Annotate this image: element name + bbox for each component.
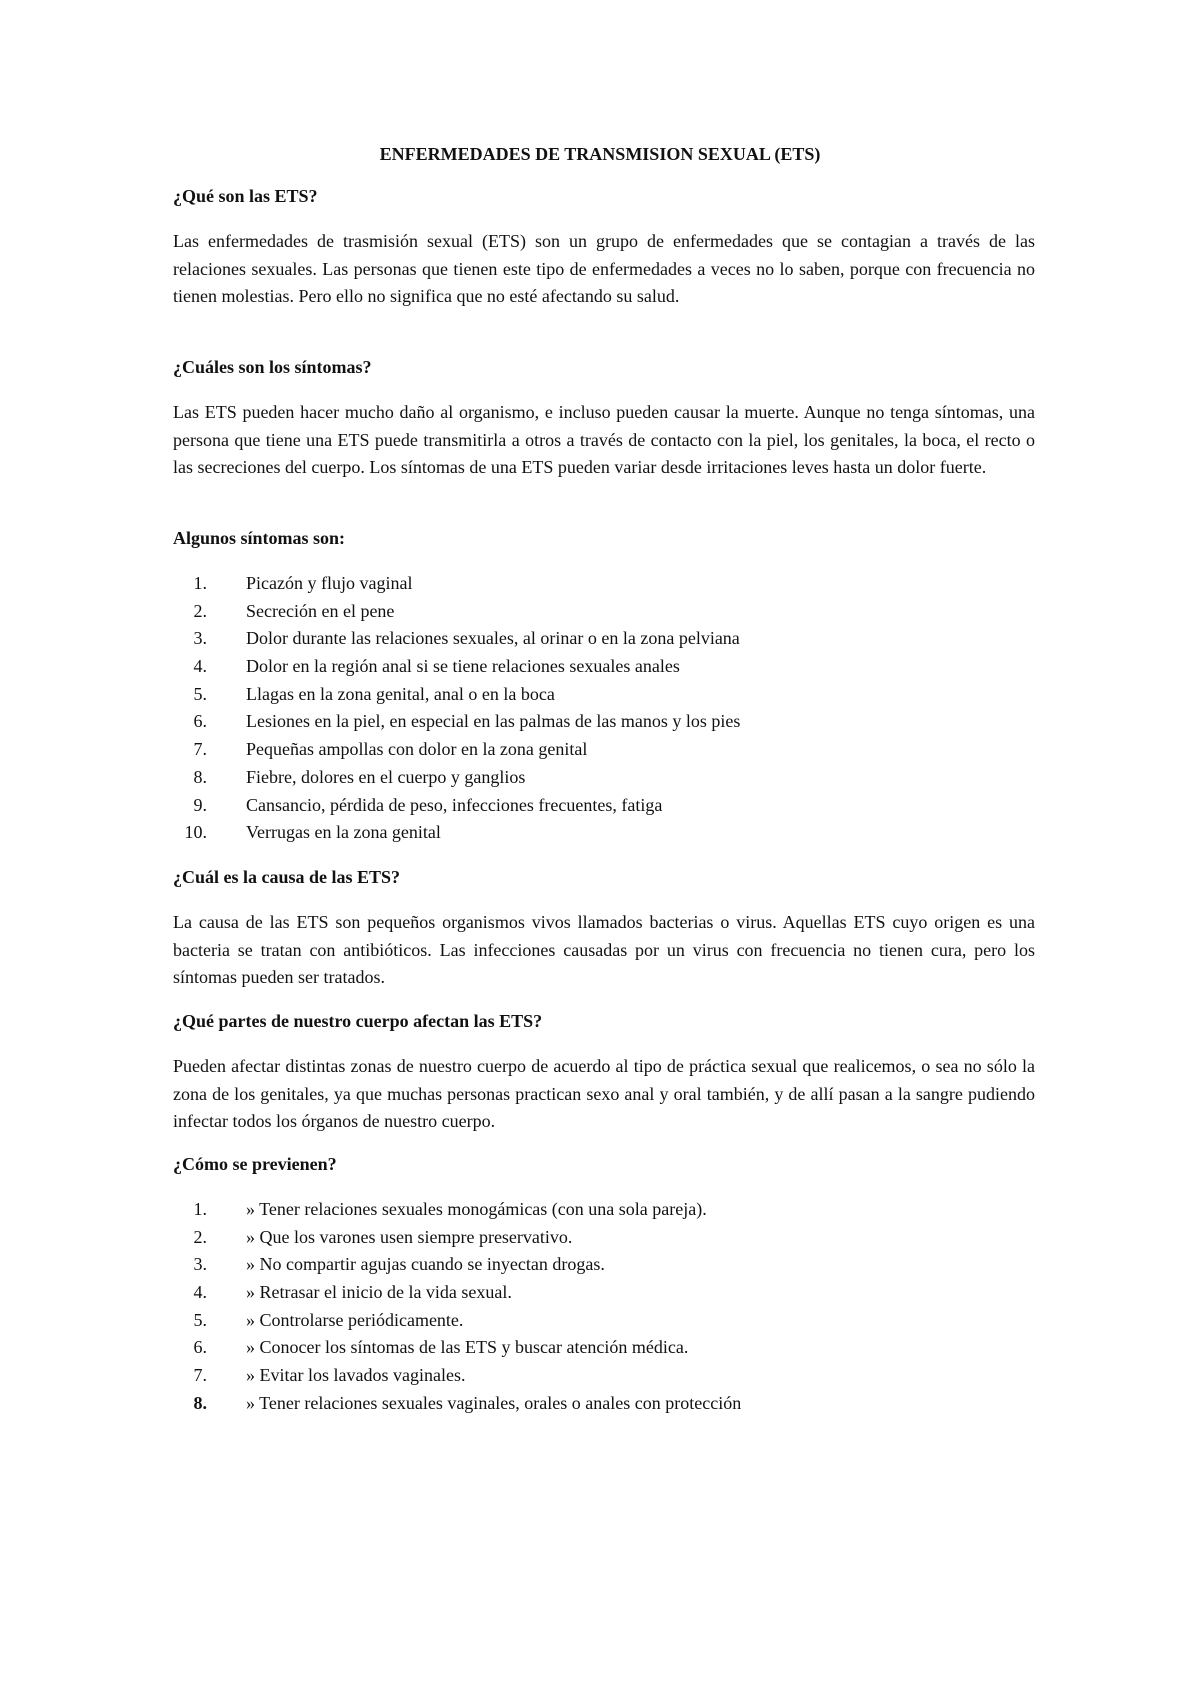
heading-prevencion: ¿Cómo se previenen? [173, 1154, 337, 1174]
list-item-number: 5. [193, 683, 207, 704]
list-item-text: » Que los varones usen siempre preservativo. [246, 1226, 573, 1247]
list-item-text: Picazón y flujo vaginal [246, 573, 413, 593]
list-item [173, 736, 1035, 764]
list-item-number: 8. [193, 1392, 207, 1413]
list-item-number: 6. [193, 1337, 207, 1358]
list-item-text: » Tener relaciones sexuales vaginales, orales o anales con protección [246, 1392, 742, 1413]
list-item-text: Verrugas en la zona genital [246, 822, 441, 843]
list-item-text: Lesiones en la piel, en especial en las palmas de las manos y los pies [246, 711, 741, 732]
list-item-number: 8. [193, 766, 207, 787]
list-item [173, 1224, 1035, 1252]
list-item-number: 7. [193, 1365, 207, 1386]
list-item [173, 625, 1035, 653]
list-item-text: » No compartir agujas cuando se inyectan drogas. [246, 1254, 605, 1275]
symptoms-list [173, 570, 1035, 847]
document-title: ENFERMEDADES DE TRANSMISION SEXUAL (ETS) [379, 144, 821, 164]
list-item [173, 792, 1035, 820]
list-item [173, 764, 1035, 792]
list-item-number: 3. [193, 1254, 207, 1275]
list-item [173, 1362, 1035, 1390]
list-item-text: Dolor durante las relaciones sexuales, al orinar o en la zona pelviana [246, 628, 740, 649]
list-item [173, 653, 1035, 681]
list-item-number: 1. [193, 573, 207, 593]
list-item [173, 1390, 1035, 1418]
heading-partes-cuerpo: ¿Qué partes de nuestro cuerpo afectan las ETS? [173, 1011, 543, 1031]
list-item-text: » Retrasar el inicio de la vida sexual. [246, 1282, 512, 1303]
list-item-number: 6. [193, 711, 207, 732]
list-item [173, 1196, 1035, 1224]
list-item [173, 819, 1035, 847]
list-item [173, 1251, 1035, 1279]
list-item-number: 5. [193, 1309, 207, 1330]
list-item-number: 1. [193, 1199, 207, 1219]
prevention-list [173, 1196, 1035, 1418]
paragraph-que-son: Las enfermedades de trasmisión sexual (ETS) son un grupo de enfermedades que se contagian a través de las relaciones sexuales. Las personas que tienen este tipo de enfermedades a veces no lo saben, porque con frecuencia no tienen molestias. Pero ello no significa que no esté afectando su salud. [173, 231, 1035, 307]
list-item-text: » Evitar los lavados vaginales. [246, 1365, 466, 1386]
list-item-text: Pequeñas ampollas con dolor en la zona genital [246, 739, 588, 760]
list-item-number: 4. [193, 1282, 207, 1303]
list-item-text: Fiebre, dolores en el cuerpo y ganglios [246, 766, 526, 787]
list-item-text: » Conocer los síntomas de las ETS y buscar atención médica. [246, 1337, 689, 1358]
list-item-number: 10. [184, 822, 207, 843]
list-item-text: Secreción en el pene [246, 600, 395, 621]
list-item [173, 681, 1035, 709]
list-item [173, 708, 1035, 736]
list-item-number: 3. [193, 628, 207, 649]
list-item-text: Llagas en la zona genital, anal o en la boca [246, 683, 555, 704]
list-item [173, 570, 1035, 598]
paragraph-sintomas: Las ETS pueden hacer mucho daño al organismo, e incluso pueden causar la muerte. Aunque no tenga síntomas, una persona que tiene una ETS puede transmitirla a otros a través de contacto con la piel, los genitales, la boca, el recto o las secreciones del cuerpo. Los síntomas de una ETS pueden variar desde irritaciones leves hasta un dolor fuerte. [173, 402, 1035, 478]
heading-algunos-sintomas: Algunos síntomas son: [173, 528, 346, 548]
paragraph-causa: La causa de las ETS son pequeños organismos vivos llamados bacterias o virus. Aquellas ETS cuyo origen es una bacteria se tratan con antibióticos. Las infecciones causadas por un virus con frecuencia no tienen cura, pero los síntomas pueden ser tratados. [173, 912, 1035, 988]
list-item-text: Dolor en la región anal si se tiene relaciones sexuales anales [246, 656, 680, 677]
list-item-number: 2. [193, 1226, 207, 1247]
list-item [173, 1307, 1035, 1335]
list-item [173, 1279, 1035, 1307]
list-item-number: 9. [193, 794, 207, 815]
list-item [173, 598, 1035, 626]
list-item [173, 1334, 1035, 1362]
heading-sintomas: ¿Cuáles son los síntomas? [173, 357, 372, 377]
list-item-text: » Tener relaciones sexuales monogámicas (con una sola pareja). [246, 1199, 707, 1219]
list-item-number: 4. [193, 656, 207, 677]
list-item-text: Cansancio, pérdida de peso, infecciones frecuentes, fatiga [246, 794, 663, 815]
paragraph-partes-cuerpo: Pueden afectar distintas zonas de nuestro cuerpo de acuerdo al tipo de práctica sexual que realicemos, o sea no sólo la zona de los genitales, ya que muchas personas practican sexo anal y oral también, y de allí pasan a la sangre pudiendo infectar todos los órganos de nuestro cuerpo. [173, 1056, 1035, 1132]
list-item-number: 7. [193, 739, 207, 760]
heading-que-son: ¿Qué son las ETS? [173, 186, 318, 206]
list-item-number: 2. [193, 600, 207, 621]
heading-causa: ¿Cuál es la causa de las ETS? [173, 867, 401, 887]
list-item-text: » Controlarse periódicamente. [246, 1309, 464, 1330]
